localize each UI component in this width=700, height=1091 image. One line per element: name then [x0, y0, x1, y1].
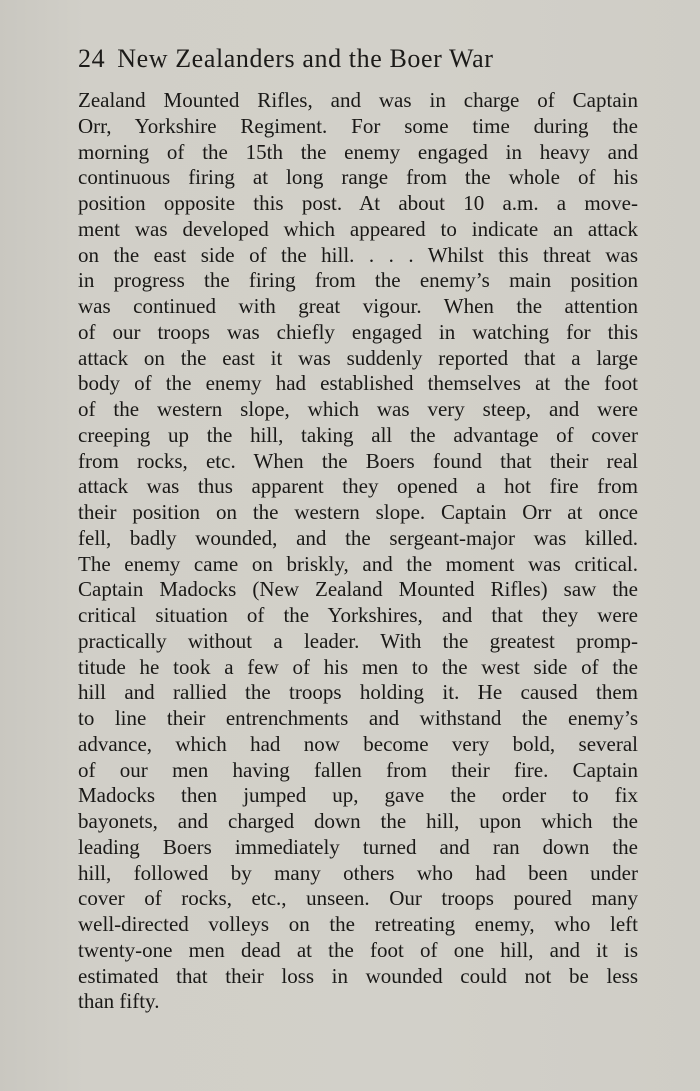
- text-line: critical situation of the Yorkshires, and that they were: [78, 603, 638, 627]
- text-line: hill, followed by many others who had been under: [78, 860, 638, 885]
- text-line: cover of rocks, etc., unseen. Our troops poured many: [78, 886, 638, 911]
- text-line: of our troops was chiefly engaged in watching for this: [78, 319, 638, 344]
- text-line: body of the enemy had established themselves at the foot: [78, 371, 638, 396]
- page-number: 24: [78, 44, 106, 73]
- text-line: morning of the 15th the enemy engaged in heavy and: [78, 139, 638, 164]
- body-text: [78, 88, 638, 1015]
- text-line: position opposite this post. At about 10 a.m. a move-: [78, 191, 638, 215]
- running-header: [78, 44, 638, 78]
- text-line: fell, badly wounded, and the sergeant-major was killed.: [78, 525, 638, 550]
- text-line: estimated that their loss in wounded could not be less: [78, 963, 638, 988]
- text-line: Orr, Yorkshire Regiment. For some time during the: [78, 113, 638, 138]
- text-line: Captain Madocks (New Zealand Mounted Rifles) saw the: [78, 577, 638, 602]
- text-line: to line their entrenchments and withstand the enemy’s: [78, 706, 638, 730]
- text-line: leading Boers immediately turned and ran down the: [78, 834, 638, 859]
- text-line: Madocks then jumped up, gave the order to fix: [78, 783, 638, 808]
- text-line: of our men having fallen from their fire. Captain: [78, 757, 638, 782]
- text-line: attack on the east it was suddenly reported that a large: [78, 345, 638, 370]
- text-line: twenty-one men dead at the foot of one hill, and it is: [78, 937, 638, 962]
- text-line: titude he took a few of his men to the west side of the: [78, 654, 638, 679]
- text-line: well-directed volleys on the retreating enemy, who left: [78, 912, 638, 936]
- text-line: hill and rallied the troops holding it. He caused them: [78, 680, 638, 705]
- text-line: practically without a leader. With the greatest promp-: [78, 628, 638, 653]
- text-line: bayonets, and charged down the hill, upon which the: [78, 809, 638, 833]
- text-line: of the western slope, which was very steep, and were: [78, 397, 638, 421]
- text-line: than fifty.: [78, 989, 160, 1014]
- text-line: continuous firing at long range from the whole of his: [78, 165, 638, 190]
- text-line: from rocks, etc. When the Boers found that their real: [78, 448, 638, 473]
- text-line: Zealand Mounted Rifles, and was in charge of Captain: [78, 88, 638, 112]
- text-line: in progress the firing from the enemy’s main position: [78, 268, 638, 293]
- text-line: advance, which had now become very bold, several: [78, 731, 638, 756]
- text-line: The enemy came on briskly, and the moment was critical.: [78, 551, 638, 576]
- text-line: on the east side of the hill. . . . Whilst this threat was: [78, 242, 638, 267]
- text-line: was continued with great vigour. When the attention: [78, 294, 638, 318]
- text-line: ment was developed which appeared to indicate an attack: [78, 216, 638, 241]
- running-title: New Zealanders and the Boer War: [117, 44, 494, 73]
- text-line: creeping up the hill, taking all the advantage of cover: [78, 422, 638, 447]
- text-line: attack was thus apparent they opened a hot fire from: [78, 474, 638, 499]
- text-line: their position on the western slope. Captain Orr at once: [78, 500, 638, 524]
